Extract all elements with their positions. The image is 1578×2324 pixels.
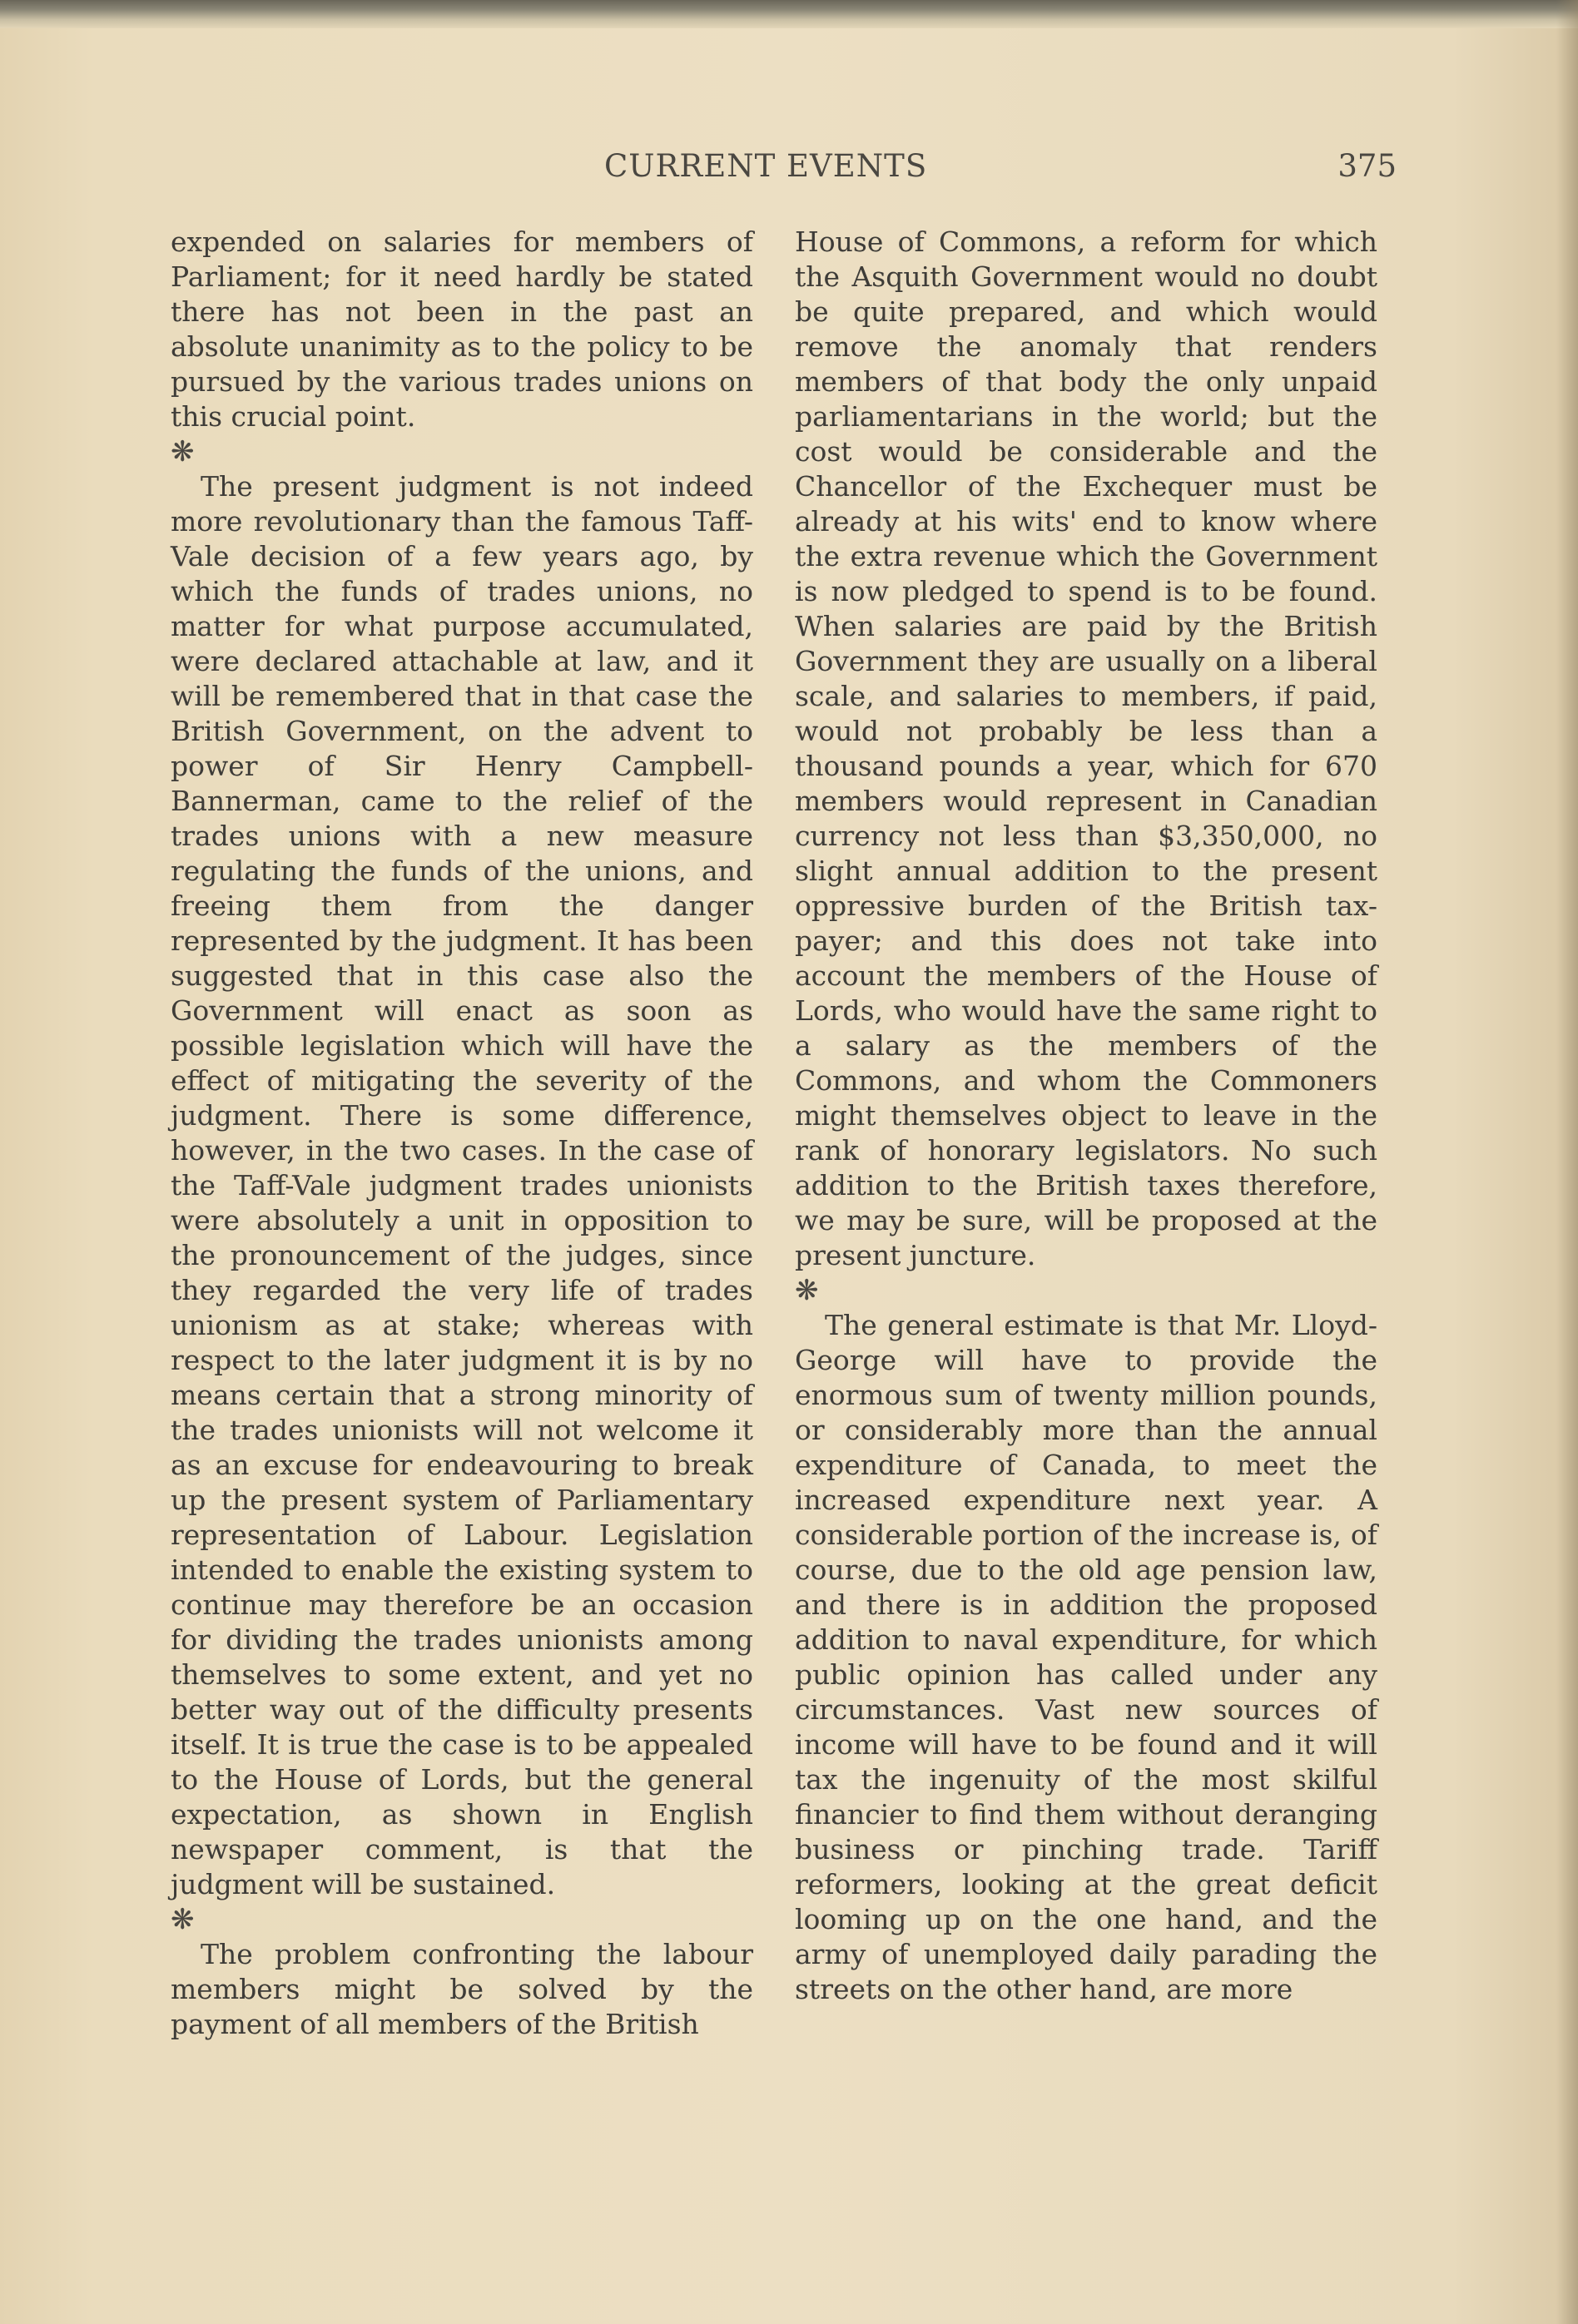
page-right-edge-shadow (1556, 0, 1578, 2324)
page-number: 375 (1337, 148, 1397, 184)
running-header (0, 148, 1578, 190)
section-ornament-1: ❋ (171, 435, 195, 468)
right-column (795, 225, 1377, 2007)
paragraph-taff-vale: The present judgment is not indeed more revolutionary than the famous Taff-Vale decision of a few years ago, by which the funds of trades unions, no matter for what purpose accumulated, were declared attachable at law, and it will be remembered that in that case the British Government, on the advent to power of Sir Henry Campbell-Bannerman, came to the relief of the trades unions with a new measure regulating the funds of the unions, and freeing them from the danger represented by the judgment. It has been suggested that in this case also the Government will enact as soon as possible legislation which will have the effect of mitigating the severity of the judgment. There is some difference, however, in the two cases. In the case of the Taff-Vale judgment trades unionists were absolutely a unit in opposition to the pronouncement of the judges, since they regarded the very life of trades unionism as at stake; whereas with respect to the later judgment it is by no means certain that a strong minority of the trades unionists will not welcome it as an excuse for endeavouring to break up the present system of Parliamentary representation of Labour. Legislation intended to enable the existing system to continue may therefore be an occasion for dividing the trades unionists among themselves to some extent, and yet no better way out of the difficulty presents itself. It is true the case is to be appealed to the House of Lords, but the general expectation, as shown in English newspaper comment, is that the judgment will be sustained. (171, 470, 753, 1900)
section-ornament-2: ❋ (171, 1903, 195, 1936)
section-ornament-3: ❋ (795, 1274, 819, 1307)
left-column (171, 225, 753, 2042)
paragraph-lloyd-george-estimate: The general estimate is that Mr. Lloyd-George will have to provide the enormous sum of twenty million pounds, or considerably more than the annual expenditure of Canada, to meet the increased expenditure next year. A considerable portion of the increase is, of course, due to the old age pension law, and there is in addition the proposed addition to naval expenditure, for which public opinion has called under any circumstances. Vast new sources of income will have to be found and it will tax the ingenuity of the most skilful financier to find them without deranging business or pinching trade. Tariff reformers, looking at the great deficit looming up on the one hand, and the army of unemployed daily parading the streets on the other hand, are more (795, 1309, 1377, 2005)
paragraph-house-of-commons: House of Commons, a reform for which the Asquith Government would no doubt be quite prepared, and which would remove the anomaly that renders members of that body the only unpaid parliamentarians in the world; but the cost would be considerable and the Chancellor of the Exchequer must be already at his wits' end to know where the extra revenue which the Government is now pledged to spend is to be found. When salaries are paid by the British Government they are usually on a liberal scale, and salaries to members, if paid, would not probably be less than a thousand pounds a year, which for 670 members would represent in Canadian currency not less than $3,350,000, no slight annual addition to the present oppressive burden of the British tax-payer; and this does not take into account the members of the House of Lords, who would have the same right to a salary as the members of the Commons, and whom the Commoners might themselves object to leave in the rank of honorary legislators. No such addition to the British taxes therefore, we may be sure, will be proposed at the present juncture. (795, 225, 1377, 1271)
running-title: CURRENT EVENTS (604, 148, 928, 184)
paragraph-salaries-continued: expended on salaries for members of Parliament; for it need hardly be stated there has not been in the past an absolute unanimity as to the policy to be pursued by the various trades unions on this crucial point. (171, 225, 753, 433)
paragraph-labour-problem: The problem confronting the labour members might be solved by the payment of all members of the British (171, 1938, 753, 2040)
page-top-edge (0, 0, 1578, 28)
